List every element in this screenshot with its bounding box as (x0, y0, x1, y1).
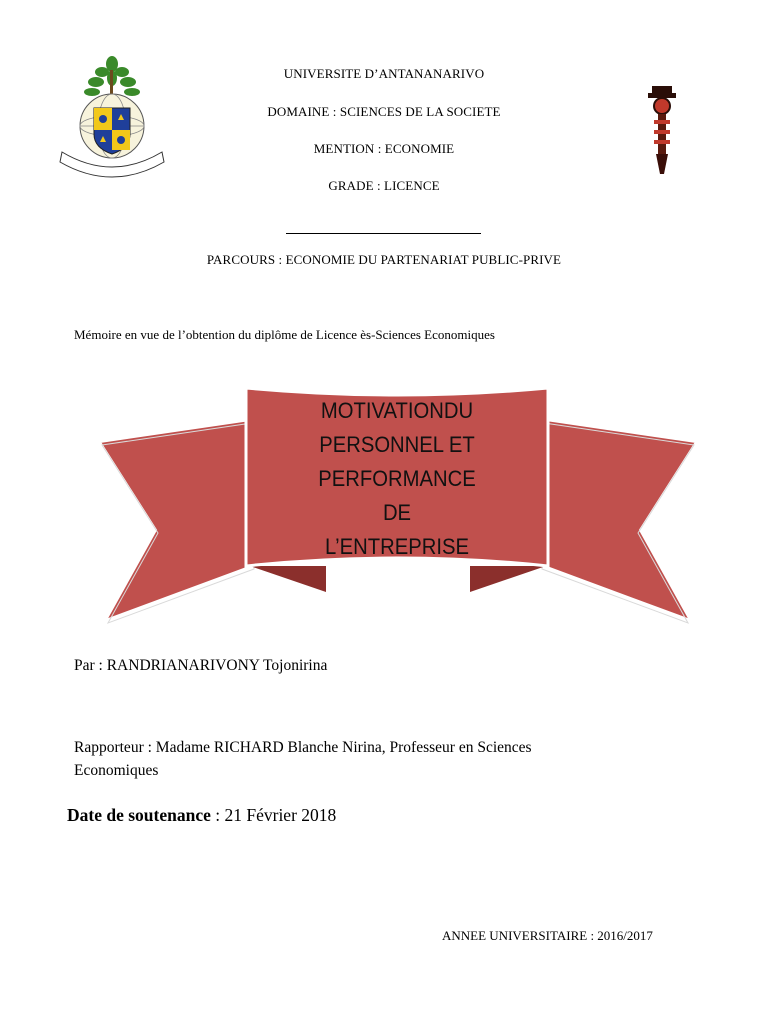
title-line-1: MOTIVATIONDU (320, 398, 474, 423)
title-line-5: L’ENTREPRISE (325, 534, 469, 559)
grade-line: GRADE : LICENCE (328, 178, 440, 193)
rapporteur-block (74, 736, 694, 782)
soutenance-label: Date de soutenance (67, 805, 211, 825)
memoire-title (264, 394, 531, 564)
faculty-emblem-logo (642, 84, 682, 176)
torch-emblem-icon (642, 84, 682, 176)
soutenance-date: : 21 Février 2018 (210, 805, 337, 825)
rapporteur-line-1: Rapporteur : Madame RICHARD Blanche Nirina, Professeur en Sciences (74, 739, 532, 756)
soutenance-line (67, 804, 336, 827)
parcours-line: PARCOURS : ECONOMIE DU PARTENARIAT PUBLIC-PRIVE (206, 252, 562, 267)
title-line-2: PERSONNEL ET (319, 432, 475, 457)
memoire-statement: Mémoire en vue de l’obtention du diplôme de Licence ès-Sciences Economiques (74, 327, 495, 342)
separator-line (286, 233, 481, 234)
mention-line: MENTION : ECONOMIE (313, 141, 455, 156)
title-line-4: DE (382, 500, 412, 525)
rapporteur-line-2: Economiques (74, 762, 159, 779)
title-line-3: PERFORMANCE (318, 466, 476, 491)
academic-year: ANNEE UNIVERSITAIRE : 2016/2017 (442, 928, 653, 943)
domain-line: DOMAINE : SCIENCES DE LA SOCIETE (267, 104, 501, 119)
author-line: Par : RANDRIANARIVONY Tojonirina (74, 657, 328, 674)
university-name: UNIVERSITE D’ANTANANARIVO (283, 66, 485, 81)
